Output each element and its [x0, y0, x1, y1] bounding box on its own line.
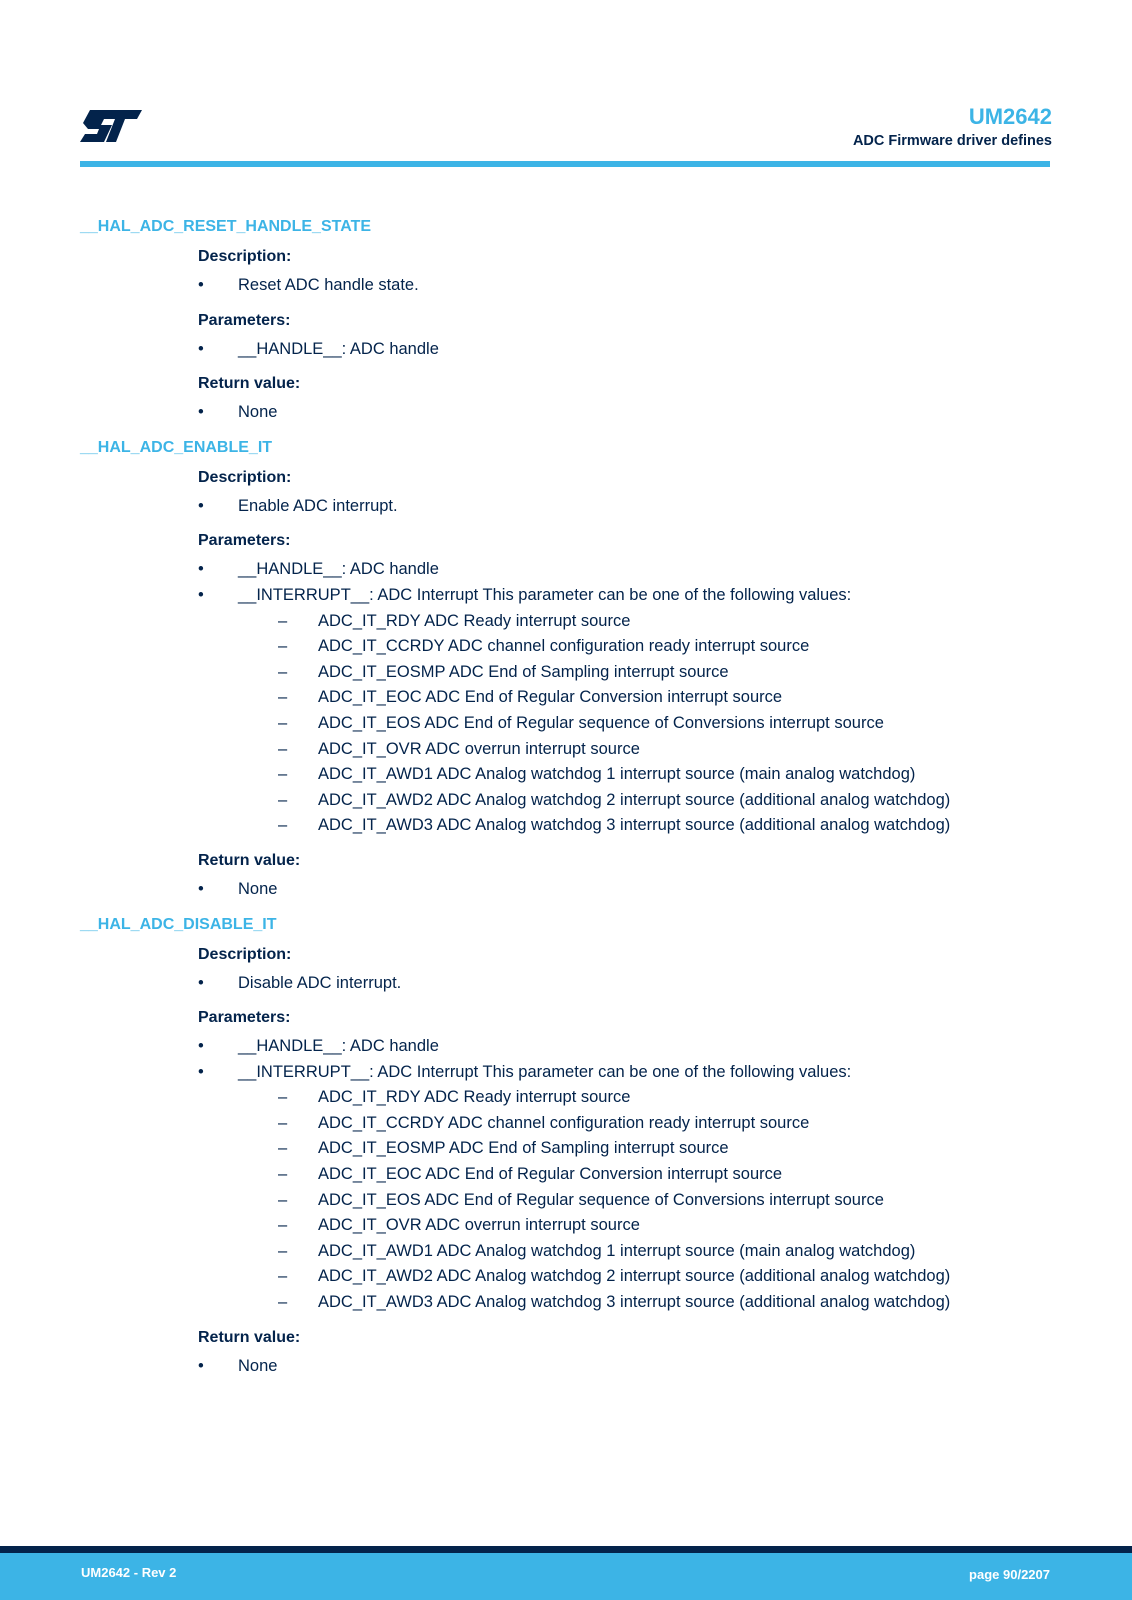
parameter-text: __INTERRUPT__: ADC Interrupt This parameter can be one of the following values:	[238, 1062, 852, 1081]
parameter-text: __HANDLE__: ADC handle	[238, 560, 439, 579]
parameter-values-list	[238, 609, 1060, 839]
macro-name: __HAL_ADC_ENABLE_IT	[80, 438, 273, 456]
parameter-item	[198, 1060, 1060, 1316]
parameter-text: __HANDLE__: ADC handle	[238, 339, 439, 358]
document-body	[80, 217, 1060, 1391]
description-item: • Reset ADC handle state.	[198, 273, 1060, 299]
macro-body	[198, 468, 1060, 903]
parameter-value-item: – ADC_IT_EOSMP ADC End of Sampling interrupt source	[238, 660, 1060, 686]
parameter-value-item: – ADC_IT_EOC ADC End of Regular Conversion interrupt source	[238, 1162, 1060, 1188]
description-item: • Disable ADC interrupt.	[198, 971, 1060, 997]
macro-section	[80, 217, 1060, 426]
return-value-list	[198, 1354, 1060, 1380]
parameter-text: __HANDLE__: ADC handle	[238, 1037, 439, 1056]
description-list	[198, 273, 1060, 299]
macro-body	[198, 247, 1060, 426]
page-header	[853, 104, 1052, 151]
parameter-item	[198, 583, 1060, 839]
parameter-item	[198, 557, 1060, 583]
parameter-value-item: – ADC_IT_CCRDY ADC channel configuration ready interrupt source	[238, 1111, 1060, 1137]
return-value-label: Return value:	[198, 1328, 301, 1346]
description-label: Description:	[198, 945, 292, 963]
parameter-value-item: – ADC_IT_EOC ADC End of Regular Conversion interrupt source	[238, 685, 1060, 711]
parameters-label: Parameters:	[198, 311, 291, 329]
parameter-list	[198, 557, 1060, 839]
parameter-item	[198, 1034, 1060, 1060]
macro-section	[80, 438, 1060, 903]
parameter-value-item: – ADC_IT_AWD3 ADC Analog watchdog 3 interrupt source (additional analog watchdog)	[238, 1290, 1060, 1316]
macro-body	[198, 945, 1060, 1380]
return-value-list	[198, 877, 1060, 903]
parameters-label: Parameters:	[198, 532, 291, 550]
return-value-item: • None	[198, 1354, 1060, 1380]
parameter-value-item: – ADC_IT_AWD2 ADC Analog watchdog 2 interrupt source (additional analog watchdog)	[238, 1264, 1060, 1290]
chapter-title: ADC Firmware driver defines	[852, 133, 1052, 149]
parameter-value-item: – ADC_IT_EOS ADC End of Regular sequence of Conversions interrupt source	[238, 1188, 1060, 1214]
footer-divider	[0, 1546, 1132, 1553]
return-value-list	[198, 400, 1060, 426]
document-revision: UM2642 - Rev 2	[81, 1565, 177, 1580]
parameter-value-item: – ADC_IT_CCRDY ADC channel configuration ready interrupt source	[238, 634, 1060, 660]
parameter-list	[198, 337, 1060, 363]
description-list	[198, 494, 1060, 520]
return-value-label: Return value:	[198, 375, 301, 393]
parameter-value-item: – ADC_IT_AWD1 ADC Analog watchdog 1 interrupt source (main analog watchdog)	[238, 1239, 1060, 1265]
parameter-item	[198, 337, 1060, 363]
parameter-value-item: – ADC_IT_AWD2 ADC Analog watchdog 2 interrupt source (additional analog watchdog)	[238, 788, 1060, 814]
parameter-list	[198, 1034, 1060, 1316]
document-id: UM2642	[968, 104, 1052, 129]
macro-name: __HAL_ADC_DISABLE_IT	[80, 915, 277, 933]
parameter-value-item: – ADC_IT_AWD1 ADC Analog watchdog 1 interrupt source (main analog watchdog)	[238, 762, 1060, 788]
parameters-label: Parameters:	[198, 1009, 291, 1027]
page-number: page 90/2207	[969, 1567, 1050, 1582]
parameter-value-item: – ADC_IT_EOS ADC End of Regular sequence of Conversions interrupt source	[238, 711, 1060, 737]
parameter-text: __INTERRUPT__: ADC Interrupt This parameter can be one of the following values:	[238, 585, 852, 604]
description-list	[198, 971, 1060, 997]
parameter-value-item: – ADC_IT_AWD3 ADC Analog watchdog 3 interrupt source (additional analog watchdog)	[238, 813, 1060, 839]
parameter-value-item: – ADC_IT_OVR ADC overrun interrupt source	[238, 737, 1060, 763]
parameter-value-item: – ADC_IT_RDY ADC Ready interrupt source	[238, 609, 1060, 635]
parameter-value-item: – ADC_IT_EOSMP ADC End of Sampling interrupt source	[238, 1136, 1060, 1162]
parameter-values-list	[238, 1085, 1060, 1315]
header-rule	[80, 161, 1050, 167]
description-label: Description:	[198, 248, 292, 265]
parameter-value-item: – ADC_IT_RDY ADC Ready interrupt source	[238, 1085, 1060, 1111]
description-item: • Enable ADC interrupt.	[198, 494, 1060, 520]
page-footer	[0, 1553, 1132, 1600]
st-logo-icon	[80, 108, 142, 144]
return-value-label: Return value:	[198, 851, 301, 869]
return-value-item: • None	[198, 877, 1060, 903]
macro-name: __HAL_ADC_RESET_HANDLE_STATE	[80, 218, 372, 235]
return-value-item: • None	[198, 400, 1060, 426]
macro-section	[80, 915, 1060, 1380]
parameter-value-item: – ADC_IT_OVR ADC overrun interrupt source	[238, 1213, 1060, 1239]
description-label: Description:	[198, 468, 292, 486]
